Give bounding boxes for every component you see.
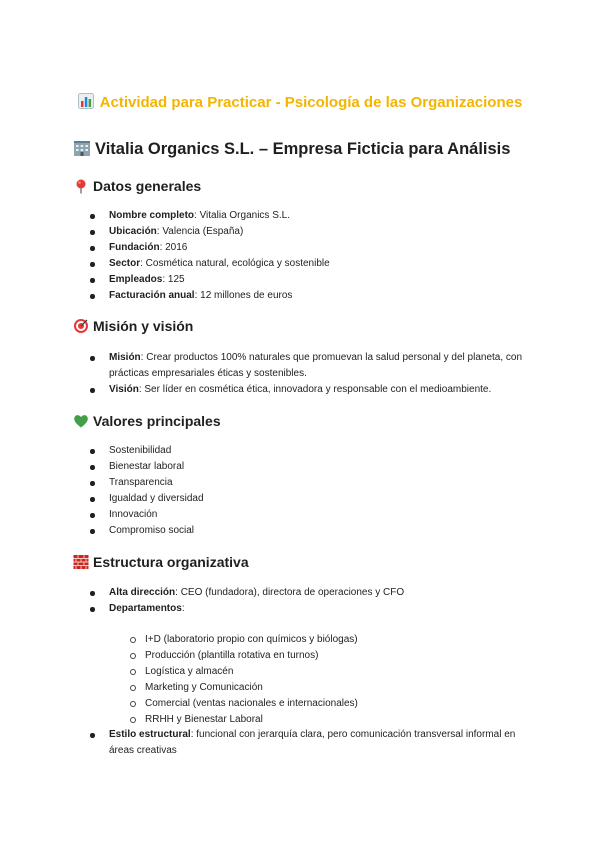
list-item: Ubicación: Valencia (España) <box>73 224 533 240</box>
departamentos-list <box>129 632 529 728</box>
section-heading-datos-text: Datos generales <box>93 178 202 194</box>
document-title-text: Actividad para Practicar - Psicología de las Organizaciones <box>99 94 523 111</box>
list-item: Igualdad y diversidad <box>73 491 533 507</box>
list-item: Nombre completo: Vitalia Organics S.L. <box>73 208 533 224</box>
company-heading-text: Vitalia Organics S.L. – Empresa Ficticia para Análisis <box>95 140 511 158</box>
list-item: Logística y almacén <box>129 664 529 680</box>
list-item: Fundación: 2016 <box>73 240 533 256</box>
bar-chart-icon <box>78 93 94 113</box>
section-heading-mision-text: Misión y visión <box>93 318 194 334</box>
section-heading-mision <box>73 318 193 334</box>
list-item: Estilo estructural: funcional con jerarquía clara, pero comunicación transversal informal en áreas creativas <box>73 727 533 759</box>
list-item: I+D (laboratorio propio con químicos y biólogas) <box>129 632 529 648</box>
list-item: Sostenibilidad <box>73 443 533 459</box>
company-heading <box>73 139 510 159</box>
list-item: Alta dirección: CEO (fundadora), directora de operaciones y CFO <box>73 585 533 601</box>
datos-list <box>73 208 533 304</box>
list-item: Marketing y Comunicación <box>129 680 529 696</box>
list-item: Misión: Crear productos 100% naturales que promuevan la salud personal y del planeta, con prácticas empresariales éticas y sostenibles. <box>73 350 533 382</box>
list-item: Bienestar laboral <box>73 459 533 475</box>
list-item: Empleados: 125 <box>73 272 533 288</box>
section-heading-estructura <box>73 554 249 570</box>
estilo-list <box>73 727 533 759</box>
list-item: Comercial (ventas nacionales e internacionales) <box>129 696 529 712</box>
list-item: Compromiso social <box>73 523 533 539</box>
brick-icon <box>73 554 89 570</box>
section-heading-datos <box>73 178 201 194</box>
list-item: Visión: Ser líder en cosmética ética, innovadora y responsable con el medioambiente. <box>73 382 533 398</box>
green-heart-icon <box>73 413 89 429</box>
document-title <box>0 93 600 113</box>
estructura-list <box>73 585 533 617</box>
section-heading-valores-text: Valores principales <box>93 413 221 429</box>
office-building-icon <box>73 139 91 157</box>
list-item: Innovación <box>73 507 533 523</box>
list-item: RRHH y Bienestar Laboral <box>129 712 529 728</box>
pushpin-icon <box>73 178 89 194</box>
section-heading-estructura-text: Estructura organizativa <box>93 554 249 570</box>
list-item: Sector: Cosmética natural, ecológica y sostenible <box>73 256 533 272</box>
list-item: Producción (plantilla rotativa en turnos) <box>129 648 529 664</box>
list-item: Facturación anual: 12 millones de euros <box>73 288 533 304</box>
list-item: Transparencia <box>73 475 533 491</box>
target-icon <box>73 318 89 334</box>
mision-list <box>73 350 533 398</box>
list-item: Departamentos: <box>73 601 533 617</box>
valores-list <box>73 443 533 539</box>
section-heading-valores <box>73 413 221 429</box>
